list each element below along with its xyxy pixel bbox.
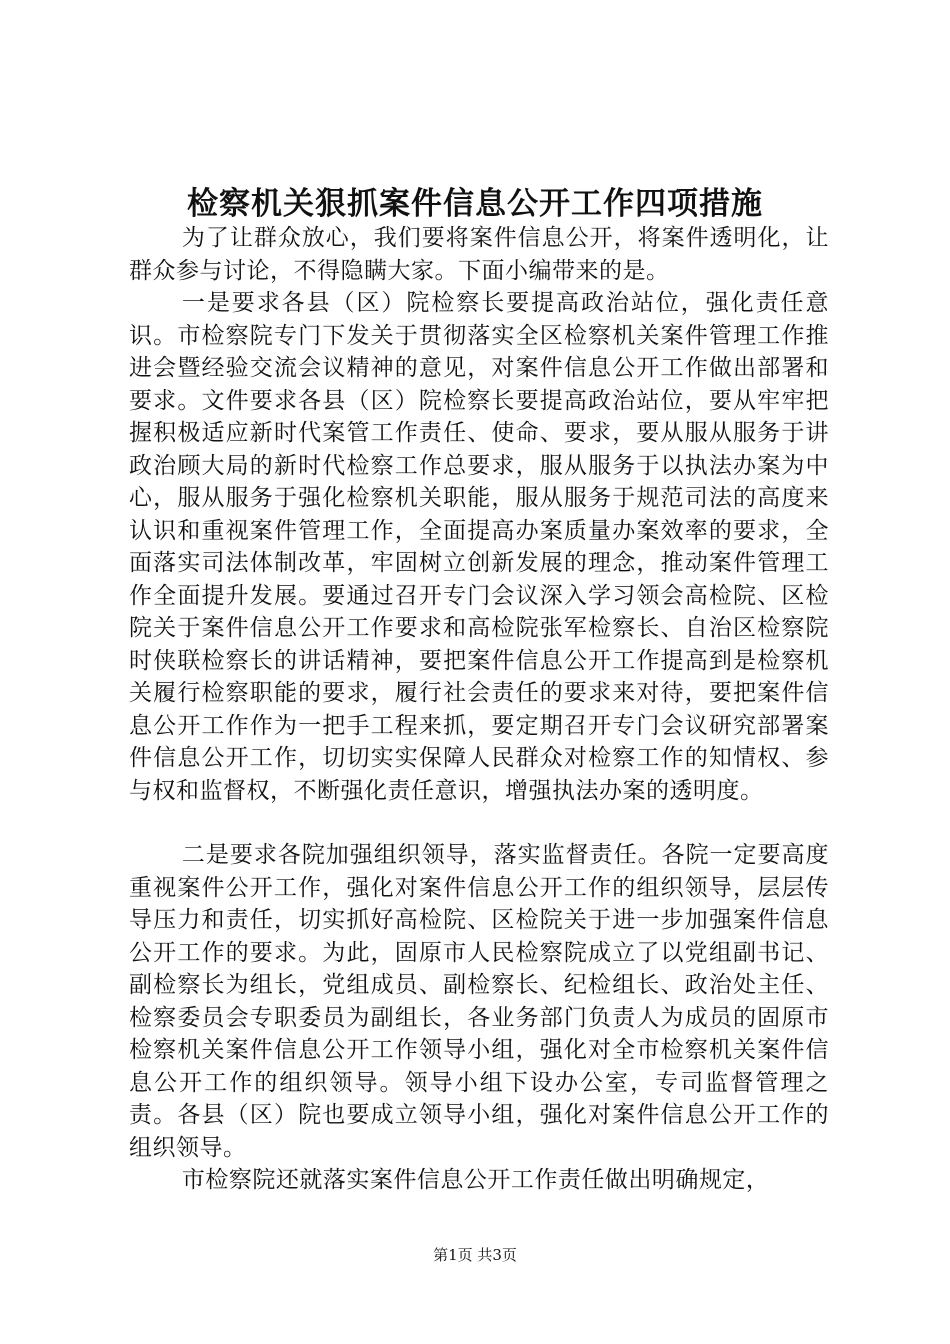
paragraph-measure-one: 一是要求各县（区）院检察长要提高政治站位，强化责任意识。市检察院专门下发关于贯彻落实全区检察机关案件管理工作推进会暨经验交流会议精神的意见，对案件信息公开工作做出部署和要求。文件要求各县（区）院检察长要提高政治站位，要从牢牢把握积极适应新时代案管工作责任、使命、要求，要从服从服务于讲政治顾大局的新时代检察工作总要求，服从服务于以执法办案为中心，服从服务于强化检察机关职能，服从服务于规范司法的高度来认识和重视案件管理工作，全面提高办案质量办案效率的要求，全面落实司法体制改革，牢固树立创新发展的理念，推动案件管理工作全面提升发展。要通过召开专门会议深入学习领会高检院、区检院关于案件信息公开工作要求和高检院张军检察长、自治区检察院时侠联检察长的讲话精神，要把案件信息公开工作提高到是检察机关履行检察职能的要求，履行社会责任的要求来对待，要把案件信息公开工作作为一把手工程来抓，要定期召开专门会议研究部署案件信息公开工作，切切实实保障人民群众对检察工作的知情权、参与权和监督权，不断强化责任意识，增强执法办案的透明度。 [129, 290, 829, 804]
document-body [129, 222, 829, 1197]
paragraph-intro: 为了让群众放心，我们要将案件信息公开，将案件透明化，让群众参与讨论，不得隐瞒大家。下面小编带来的是。 [129, 225, 829, 284]
page-title: 检察机关狠抓案件信息公开工作四项措施 [187, 186, 763, 222]
page-footer: 第1页 共3页 [433, 1246, 517, 1264]
paragraph-measure-two: 二是要求各院加强组织领导，落实监督责任。各院一定要高度重视案件公开工作，强化对案件信息公开工作的组织领导，层层传导压力和责任，切实抓好高检院、区检院关于进一步加强案件信息公开工作的要求。为此，固原市人民检察院成立了以党组副书记、副检察长为组长，党组成员、副检察长、纪检组长、政治处主任、检察委员会专职委员为副组长，各业务部门负责人为成员的固原市检察机关案件信息公开工作领导小组，强化对全市检察机关案件信息公开工作的组织领导。领导小组下设办公室，专司监督管理之责。各县（区）院也要成立领导小组，强化对案件信息公开工作的组织领导。 [129, 842, 829, 1161]
paragraph-spacer [129, 807, 829, 839]
paragraph-responsibility: 市检察院还就落实案件信息公开工作责任做出明确规定， [181, 1167, 770, 1193]
